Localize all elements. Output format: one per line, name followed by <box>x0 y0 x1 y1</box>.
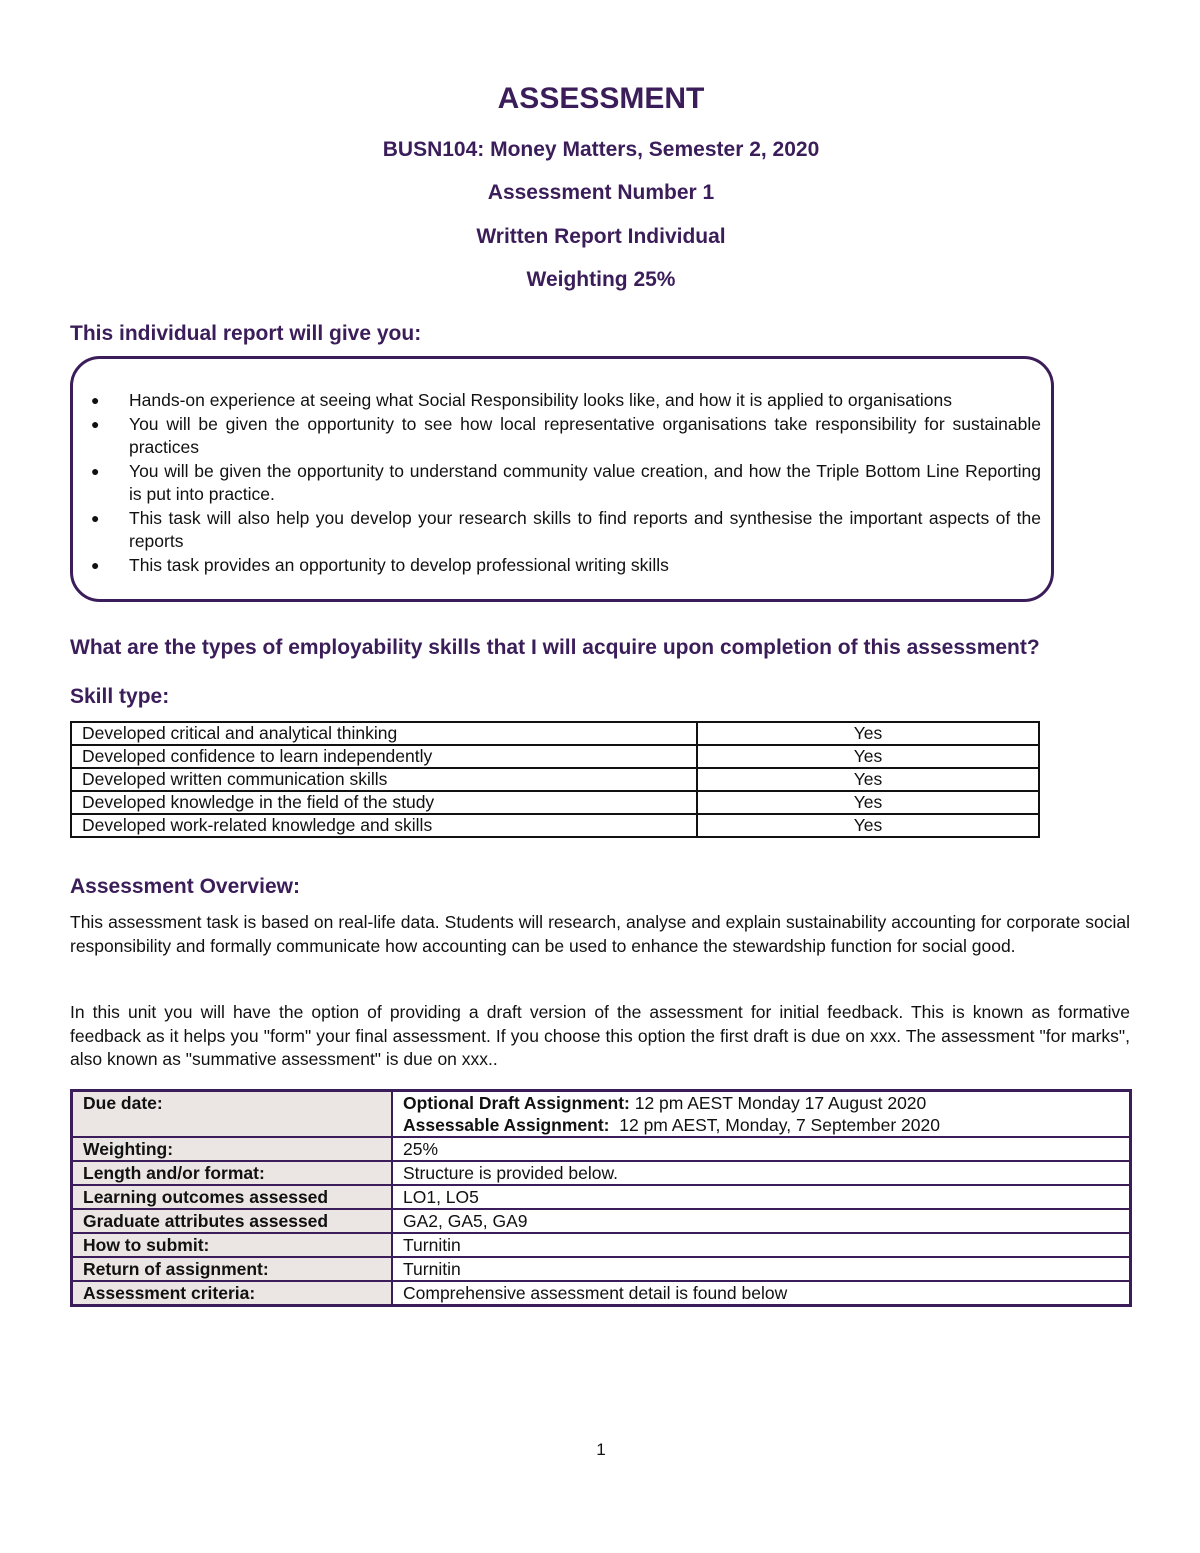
due-date-value <box>392 1091 1131 1138</box>
intro-box <box>70 356 1054 602</box>
page-number: 1 <box>596 1440 606 1459</box>
table-row <box>72 1161 1131 1185</box>
table-row <box>72 1209 1131 1233</box>
table-row <box>72 1281 1131 1306</box>
bullet-icon: ● <box>91 462 100 479</box>
draft-label: Optional Draft Assignment: <box>403 1093 630 1113</box>
bullet-icon: ● <box>91 415 100 432</box>
assessment-number: Assessment Number 1 <box>487 181 715 204</box>
skill-cell: Developed critical and analytical thinking <box>71 722 697 745</box>
bullet-icon: ● <box>91 556 100 573</box>
detail-label: Assessment criteria: <box>72 1281 393 1306</box>
assessment-weighting: Weighting 25% <box>526 268 676 291</box>
table-row <box>72 1233 1131 1257</box>
assessable-label: Assessable Assignment: <box>403 1115 610 1135</box>
list-item: ● This task provides an opportunity to develop professional writing skills <box>91 554 1041 578</box>
skill-cell: Developed confidence to learn independently <box>71 745 697 768</box>
skill-type-heading: Skill type: <box>70 685 170 708</box>
intro-heading: This individual report will give you: <box>70 322 422 345</box>
skill-value-cell: Yes <box>697 768 1039 791</box>
assessment-type: Written Report Individual <box>476 225 726 248</box>
table-row <box>72 1137 1131 1161</box>
bullet-icon: ● <box>91 392 100 408</box>
skills-question-heading: What are the types of employability skills that I will acquire upon completion of this assessment? <box>70 636 1040 659</box>
skill-value-cell: Yes <box>697 814 1039 837</box>
table-row <box>71 768 1039 791</box>
detail-value: GA2, GA5, GA9 <box>392 1209 1131 1233</box>
table-row <box>71 722 1039 745</box>
list-item: ● You will be given the opportunity to see how local representative organisations take responsibility for sustainable practices <box>91 413 1041 457</box>
table-row <box>71 814 1039 837</box>
detail-label: Weighting: <box>72 1137 393 1161</box>
intro-bullet-list <box>91 389 1041 577</box>
detail-label: Graduate attributes assessed <box>72 1209 393 1233</box>
draft-due-line <box>403 1092 1129 1114</box>
document-title: ASSESSMENT <box>497 82 705 115</box>
skill-value-cell: Yes <box>697 791 1039 814</box>
table-row <box>71 745 1039 768</box>
detail-value: Turnitin <box>392 1233 1131 1257</box>
detail-label: How to submit: <box>72 1233 393 1257</box>
detail-value: 25% <box>392 1137 1131 1161</box>
course-subtitle: BUSN104: Money Matters, Semester 2, 2020 <box>382 138 820 161</box>
detail-value: Comprehensive assessment detail is found below <box>392 1281 1131 1306</box>
detail-value: Turnitin <box>392 1257 1131 1281</box>
skills-table <box>70 721 1040 838</box>
detail-label: Return of assignment: <box>72 1257 393 1281</box>
draft-date: 12 pm AEST Monday 17 August 2020 <box>629 1093 927 1113</box>
assessable-date: 12 pm AEST, Monday, 7 September 2020 <box>609 1115 940 1135</box>
skill-cell: Developed written communication skills <box>71 768 697 791</box>
overview-heading: Assessment Overview: <box>70 875 300 898</box>
list-item: ● You will be given the opportunity to understand community value creation, and how the Triple Bottom Line Reporting is put into practice. <box>91 460 1041 504</box>
skill-cell: Developed work-related knowledge and skills <box>71 814 697 837</box>
list-item: ● This task will also help you develop your research skills to find reports and synthesise the important aspects of the reports <box>91 507 1041 551</box>
bullet-icon: ● <box>91 509 100 526</box>
skill-cell: Developed knowledge in the field of the study <box>71 791 697 814</box>
due-date-label: Due date: <box>72 1091 393 1138</box>
table-row <box>71 791 1039 814</box>
assessable-due-line <box>403 1114 1129 1136</box>
skill-value-cell: Yes <box>697 722 1039 745</box>
detail-value: Structure is provided below. <box>392 1161 1131 1185</box>
table-row <box>72 1257 1131 1281</box>
table-row <box>72 1185 1131 1209</box>
overview-paragraph-2: In this unit you will have the option of providing a draft version of the assessment for initial feedback. This is known as formative feedback as it helps you "form" your final assessment. If you choose this option the first draft is due on xxx. The assessment "for marks", also known as "summative assessment" is due on xxx.. <box>70 1002 1130 1069</box>
overview-paragraph-1: This assessment task is based on real-life data. Students will research, analyse and explain sustainability accounting for corporate social responsibility and formally communicate how accounting can be used to enhance the stewardship function for social good. <box>70 912 1130 956</box>
detail-label: Learning outcomes assessed <box>72 1185 393 1209</box>
assessment-details-table <box>70 1089 1132 1307</box>
table-row <box>72 1091 1131 1138</box>
detail-label: Length and/or format: <box>72 1161 393 1185</box>
skill-value-cell: Yes <box>697 745 1039 768</box>
detail-value: LO1, LO5 <box>392 1185 1131 1209</box>
list-item: ● Hands-on experience at seeing what Social Responsibility looks like, and how it is applied to organisations <box>91 389 1041 413</box>
